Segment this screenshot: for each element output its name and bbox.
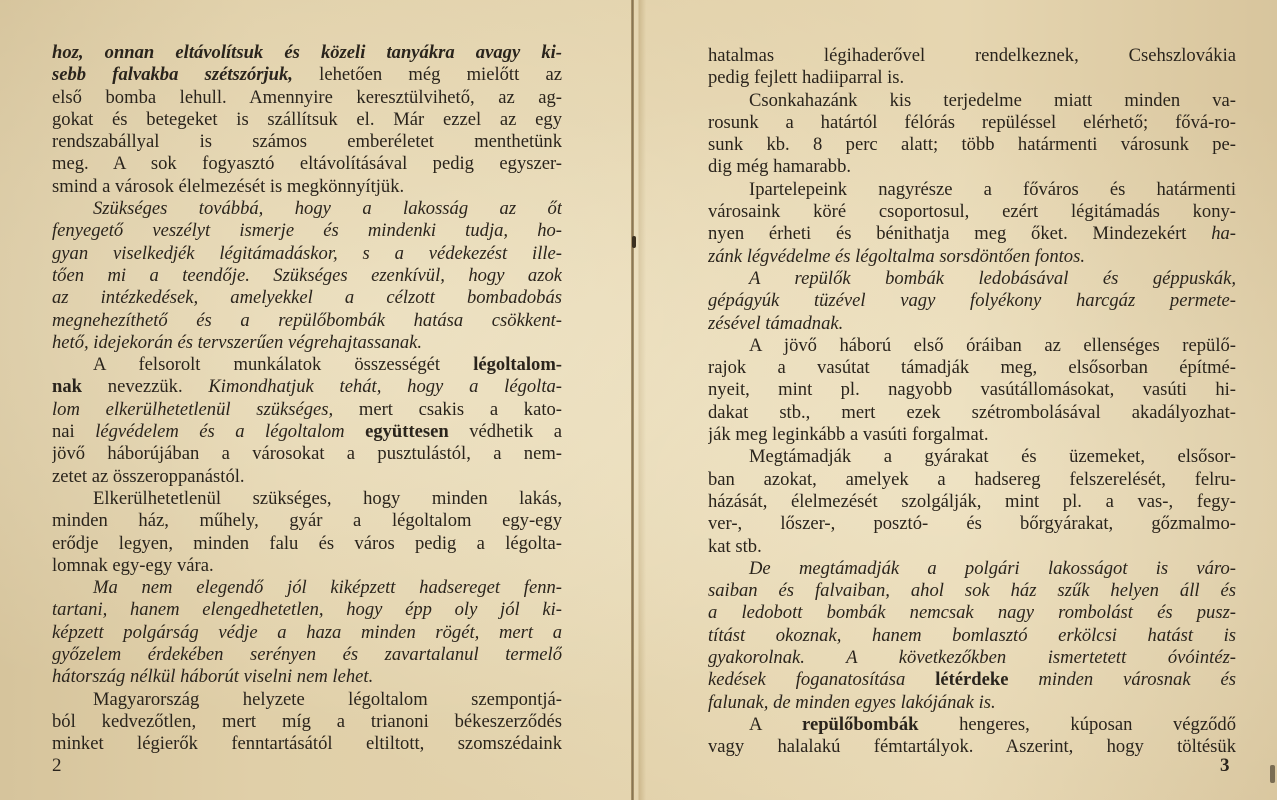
- text-segment: fenyegető veszélyt ismerje és mindenki tudja, ho-: [52, 220, 562, 242]
- text-segment: jövő háborújában a városokat a pusztulástól, a nem-: [52, 443, 562, 465]
- text-segment: minden ház, műhely, gyár a légoltalom egy-egy: [52, 510, 562, 532]
- text-segment: sunk kb. 8 perc alatt; több határmenti városunk pe-: [708, 134, 1236, 156]
- text-segment: légvédelem és a légoltalom: [95, 421, 345, 443]
- text-line: [52, 220, 562, 242]
- text-segment: ják meg leginkább a vasúti forgalmat.: [708, 424, 989, 446]
- text-segment: ver-, lőszer-, posztó- és bőrgyárakat, gőzmalmo-: [708, 513, 1236, 535]
- text-segment: A repülők bombák ledobásával és géppuskák,: [749, 267, 1236, 289]
- text-segment: győzelem érdekében serényen és zavartalanul termelő: [52, 644, 562, 666]
- text-segment: gyakorolnak. A következőkben ismertetett óvóintéz-: [708, 647, 1236, 669]
- text-line: [708, 379, 1236, 401]
- text-segment: zánk légvédelme és légoltalma sorsdöntően fontos.: [708, 245, 1085, 267]
- text-line: [52, 443, 562, 465]
- text-line: [52, 711, 562, 733]
- text-line: [52, 622, 562, 644]
- paper-speck: [632, 236, 636, 248]
- text-line: [708, 90, 1236, 112]
- text-segment: rosunk a határtól félórás repüléssel elérhető; fővá-ro-: [708, 111, 1236, 133]
- text-segment: Magyarország helyzete légoltalom szempontjá-: [93, 688, 562, 710]
- text-line: [52, 510, 562, 532]
- text-segment: smind a városok élelmezését is megkönnyítjük.: [52, 175, 405, 197]
- text-line: [708, 446, 1236, 468]
- text-line: [52, 421, 562, 443]
- text-line: [708, 424, 1236, 446]
- text-segment: hátország nélkül háborút viselni nem lehet.: [52, 666, 374, 688]
- text-line: [52, 287, 562, 309]
- text-line: [708, 625, 1236, 647]
- text-line: [52, 87, 562, 109]
- text-line: [708, 513, 1236, 535]
- text-line: [708, 223, 1236, 245]
- text-line: [52, 243, 562, 265]
- text-line: [52, 109, 562, 131]
- text-segment: rendszabállyal is számos emberéletet menthetünk: [52, 131, 562, 153]
- text-line: [52, 131, 562, 153]
- text-line: [52, 265, 562, 287]
- text-line: [52, 644, 562, 666]
- text-line: [708, 602, 1236, 624]
- text-segment: lomnak egy-egy vára.: [52, 554, 214, 576]
- text-line: [708, 67, 1236, 89]
- text-segment: lehetően még mielőtt az: [292, 64, 562, 86]
- text-segment: ban azokat, amelyek a hadsereg felszerelését, felru-: [708, 468, 1236, 490]
- text-line: [708, 313, 1236, 335]
- paper-speck: [1270, 765, 1275, 783]
- text-segment: minket légierők fenntartásától eltiltott, szomszédaink: [52, 733, 562, 755]
- text-segment: együttesen: [344, 421, 449, 443]
- text-segment: védhetik a: [448, 421, 562, 443]
- text-line: [708, 201, 1236, 223]
- text-line: [52, 666, 562, 688]
- text-segment: gokat és betegeket is szállítsuk el. Már ezzel az egy: [52, 108, 562, 130]
- text-segment: falunak, de minden egyes lakójának is.: [708, 691, 996, 713]
- text-segment: zetet az összeroppanástól.: [52, 465, 245, 487]
- text-segment: meg. A sok fogyasztó eltávolításával pedig egyszer-: [52, 153, 562, 175]
- text-segment: gyan viselkedjék légitámadáskor, s a védekezést ille-: [52, 242, 562, 264]
- text-segment: városaink köré csoportosul, ezért légitámadás kony-: [708, 201, 1236, 223]
- text-segment: De megtámadják a polgári lakosságot is váro-: [749, 557, 1236, 579]
- text-line: [52, 533, 562, 555]
- text-segment: hoz, onnan eltávolítsuk és közeli tanyákra avagy ki-: [52, 42, 562, 63]
- text-segment: nai: [52, 421, 96, 443]
- text-segment: vagy halalakú fémtartályok. Aszerint, hogy töltésük: [708, 736, 1236, 758]
- text-segment: dakat stb., mert ezek szétrombolásával akadályozhat-: [708, 401, 1236, 423]
- text-line: [52, 376, 562, 398]
- text-line: [708, 268, 1236, 290]
- text-line: [708, 402, 1236, 424]
- text-line: [52, 399, 562, 421]
- right-page-number: 3: [1220, 755, 1230, 776]
- text-segment: Kimondhatjuk tehát, hogy a légolta-: [208, 376, 562, 398]
- text-line: [52, 599, 562, 621]
- text-segment: pedig fejlett hadiiparral is.: [708, 67, 905, 89]
- text-segment: hengeres, kúposan végződő: [918, 713, 1236, 735]
- text-segment: nyeit, mint pl. nagyobb vasútállomásokat, vasúti hi-: [708, 379, 1236, 401]
- text-segment: Ma nem elegendő jól kiképzett hadsereget fenn-: [93, 577, 562, 599]
- text-line: [708, 112, 1236, 134]
- text-line: [708, 491, 1236, 513]
- text-segment: A: [749, 713, 803, 735]
- text-segment: házását, élelmezését szolgálják, mint pl. a vas-, fegy-: [708, 490, 1236, 512]
- text-segment: megnehezíthető és a repülőbombák hatása csökkent-: [52, 309, 562, 331]
- text-line: [52, 176, 562, 198]
- text-line: [708, 536, 1236, 558]
- book-gutter: [631, 0, 634, 800]
- text-line: [708, 558, 1236, 580]
- text-line: [52, 310, 562, 332]
- text-line: [708, 179, 1236, 201]
- text-segment: nak: [52, 376, 82, 398]
- text-line: [52, 689, 562, 711]
- text-segment: hatalmas légihaderővel rendelkeznek, Csehszlovákia: [708, 45, 1236, 66]
- text-line: [708, 357, 1236, 379]
- text-line: [52, 488, 562, 510]
- text-segment: kedések foganatosítása: [708, 669, 936, 691]
- text-line: [708, 647, 1236, 669]
- text-segment: gépágyúk tüzével vagy folyékony harcgáz permete-: [708, 290, 1236, 312]
- text-segment: Szükséges továbbá, hogy a lakosság az őt: [93, 198, 562, 220]
- text-segment: mert csakis a kato-: [333, 398, 562, 420]
- text-segment: A felsorolt munkálatok összességét: [93, 354, 474, 376]
- text-line: [52, 354, 562, 376]
- text-line: [708, 290, 1236, 312]
- text-segment: az intézkedések, amelyekkel a célzott bombadobás: [52, 287, 562, 309]
- text-segment: tően mi a teendője. Szükséges ezenkívül, hogy azok: [52, 264, 562, 286]
- text-segment: ha-: [1211, 223, 1236, 245]
- text-segment: repülőbombák: [802, 713, 919, 735]
- text-line: [52, 466, 562, 488]
- text-segment: saiban és falvaiban, ahol sok ház szűk helyen áll és: [708, 580, 1236, 602]
- text-segment: a ledobott bombák nemcsak nagy rombolást és pusz-: [708, 602, 1236, 624]
- text-line: [708, 335, 1236, 357]
- left-page-text: [52, 42, 562, 756]
- text-segment: nyen érheti és bénithatja meg őket. Mindezekért: [708, 223, 1212, 245]
- text-line: [52, 153, 562, 175]
- text-line: [708, 469, 1236, 491]
- text-segment: hető, idejekorán és tervszerűen végrehajtassanak.: [52, 331, 423, 353]
- text-line: [52, 577, 562, 599]
- text-line: [708, 45, 1236, 67]
- text-segment: minden városnak és: [1008, 669, 1236, 691]
- text-segment: zésével támadnak.: [708, 312, 844, 334]
- text-segment: lom elkerülhetetlenül szükséges,: [52, 398, 334, 420]
- text-line: [708, 580, 1236, 602]
- text-line: [708, 692, 1236, 714]
- left-page-number: 2: [52, 755, 62, 776]
- text-line: [708, 134, 1236, 156]
- text-segment: légoltalom-: [473, 354, 562, 376]
- text-segment: rajok a vasútat támadják meg, elsősorban építmé-: [708, 357, 1236, 379]
- text-line: [708, 736, 1236, 758]
- text-line: [52, 198, 562, 220]
- text-line: [52, 64, 562, 86]
- text-line: [708, 714, 1236, 736]
- text-segment: títást okoznak, hanem bomlasztó erkölcsi hatást is: [708, 624, 1236, 646]
- text-segment: dig még hamarabb.: [708, 156, 852, 178]
- text-line: [52, 733, 562, 755]
- text-line: [708, 156, 1236, 178]
- text-line: [708, 246, 1236, 268]
- text-line: [52, 555, 562, 577]
- text-segment: Elkerülhetetlenül szükséges, hogy minden lakás,: [93, 487, 562, 509]
- text-segment: erődje legyen, minden falu és város pedig a légolta-: [52, 532, 562, 554]
- text-segment: kat stb.: [708, 535, 762, 557]
- text-segment: első bomba lehull. Amennyire keresztülvihető, az ag-: [52, 86, 562, 108]
- text-line: [708, 669, 1236, 691]
- text-line: [52, 42, 562, 64]
- text-segment: Megtámadják a gyárakat és üzemeket, elsősor-: [749, 446, 1236, 468]
- text-segment: tartani, hanem elengedhetetlen, hogy épp oly jól ki-: [52, 599, 562, 621]
- text-segment: nevezzük.: [81, 376, 209, 398]
- text-segment: Ipartelepeink nagyrésze a főváros és határmenti: [749, 178, 1236, 200]
- text-segment: képzett polgárság védje a haza minden rögét, mert a: [52, 621, 562, 643]
- text-segment: A jövő háború első óráiban az ellenséges repülő-: [749, 334, 1236, 356]
- text-segment: ból kedvezőtlen, mert míg a trianoni békeszerződés: [52, 710, 562, 732]
- text-line: [52, 332, 562, 354]
- right-page-text: [708, 45, 1236, 759]
- text-segment: sebb falvakba szétszórjuk,: [52, 64, 293, 86]
- text-segment: létérdeke: [935, 669, 1009, 691]
- text-segment: Csonkahazánk kis terjedelme miatt minden va-: [749, 89, 1236, 111]
